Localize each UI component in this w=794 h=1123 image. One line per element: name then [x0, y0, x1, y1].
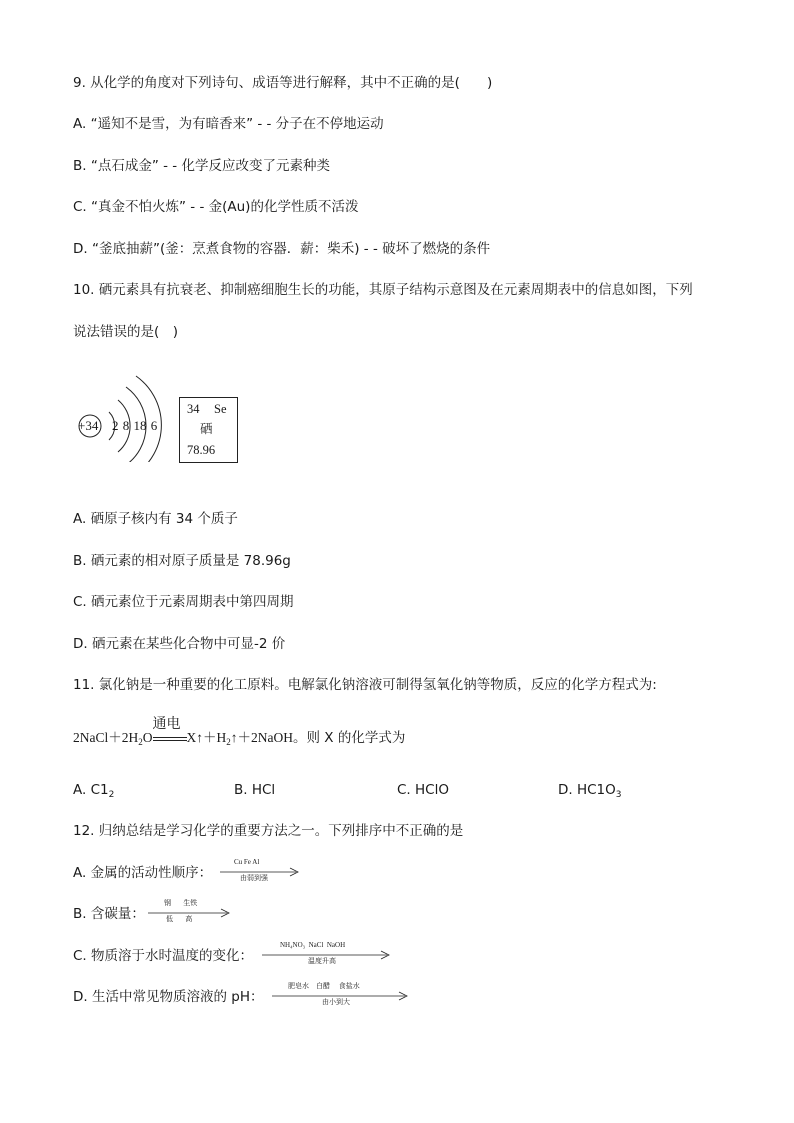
- element-info-box: [179, 397, 238, 463]
- element-symbol: Se: [214, 402, 227, 416]
- q12-d-arrow: 肥皂水 白醋 食盐水 由小到大: [272, 982, 408, 1010]
- q9-option-b: B. “点石成金” - - 化学反应改变了元素种类: [73, 158, 330, 174]
- q11-option-d: D. $HC1O_3$: [558, 782, 622, 800]
- atomic-number: 34: [187, 402, 200, 416]
- q12-b-arrow: 钢 生铁 低 高: [148, 899, 230, 927]
- q10-option-b: B. 硒元素的相对原子质量是 78.96g: [73, 553, 291, 569]
- q11-stem: 11. 氯化钠是一种重要的化工原料。电解氯化钠溶液可制得氢氧化钠等物质，反应的化学方程式为:: [73, 677, 657, 693]
- q10-option-d: D. 硒元素在某些化合物中可显-2 价: [73, 636, 286, 652]
- q11-option-a: A. $C1_2$: [73, 782, 115, 800]
- q10-option-a: A. 硒原子核内有 34 个质子: [73, 511, 238, 527]
- q10-stem-line2: 说法错误的是( ): [73, 324, 179, 340]
- atomic-mass: 78.96: [187, 443, 216, 457]
- selenium-atom-diagram: [74, 362, 174, 462]
- q12-option-b: B. 含碳量：: [73, 906, 145, 922]
- element-name: 硒: [200, 421, 213, 436]
- eq-question: 。则 X 的化学式为: [293, 730, 406, 746]
- eq-reactants: 2NaCl＋2H: [73, 730, 139, 745]
- electron-shells: 2 8 18 6: [112, 418, 158, 433]
- eq-products: X↑＋H: [186, 730, 227, 745]
- eq-condition: 通电: [153, 728, 187, 748]
- q12-stem: 12. 归纳总结是学习化学的重要方法之一。下列排序中不正确的是: [73, 823, 464, 839]
- q12-a-arrow: Cu Fe Al 由弱到强: [220, 858, 300, 886]
- q9-option-a: A. “遥知不是雪，为有暗香来” - - 分子在不停地运动: [73, 116, 384, 132]
- q10-option-c: C. 硒元素位于元素周期表中第四周期: [73, 594, 294, 610]
- q9-option-c: C. “真金不怕火炼” - - 金(Au)的化学性质不活泼: [73, 199, 359, 215]
- q11-equation: $2NaCl+2H_2O$ 通电 $X↑+H_2↑+2NaOH$。则 X 的化学式为: [73, 716, 406, 747]
- q12-option-a: A. 金属的活动性顺序：: [73, 865, 213, 881]
- q12-option-c: C. 物质溶于水时温度的变化：: [73, 948, 254, 964]
- nucleus-charge: +34: [78, 418, 99, 433]
- q9-option-d: D. “釜底抽薪”(釜：烹煮食物的容器．薪：柴禾) - - 破坏了燃烧的条件: [73, 241, 491, 257]
- q12-c-arrow: NH₄NO₃ NaCl NaOH 温度升高: [262, 941, 390, 969]
- q9-stem: 9. 从化学的角度对下列诗句、成语等进行解释，其中不正确的是( ): [73, 75, 493, 91]
- q11-option-c: C. HClO: [397, 782, 449, 798]
- q11-option-b: B. HCl: [234, 782, 276, 798]
- q12-option-d: D. 生活中常见物质溶液的 pH：: [73, 989, 264, 1005]
- q10-stem-line1: 10. 硒元素具有抗衰老、抑制癌细胞生长的功能，其原子结构示意图及在元素周期表中的信息如图，下列: [73, 282, 693, 298]
